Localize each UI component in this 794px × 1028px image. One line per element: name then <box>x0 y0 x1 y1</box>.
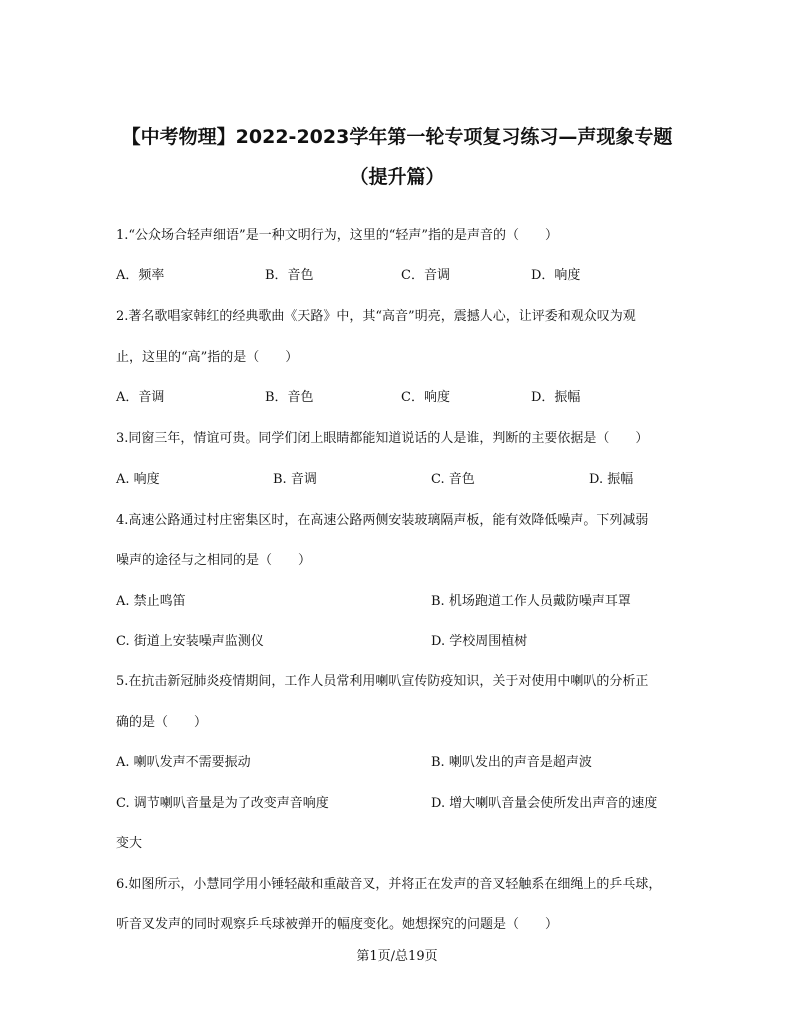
question-4-option-d: D. 学校周围植树 <box>431 634 528 649</box>
question-5-option-c: C. 调节喇叭音量是为了改变声音响度 <box>116 796 329 811</box>
question-2-option-b: B．音色 <box>265 390 314 405</box>
question-3-stem: 3.同窗三年，情谊可贵。同学们闭上眼睛都能知道说话的人是谁，判断的主要依据是（ ） <box>116 431 649 446</box>
question-1-stem: 1.“公众场合轻声细语”是一种文明行为，这里的“轻声”指的是声音的（ ） <box>116 228 558 243</box>
question-4-stem-line-2: 噪声的途径与之相同的是（ ） <box>116 553 312 568</box>
question-5-stem-line-2: 确的是（ ） <box>116 715 208 730</box>
question-2-stem-line-1: 2.著名歌唱家韩红的经典歌曲《天路》中，其“高音”明亮，震撼人心，让评委和观众叹为观 <box>116 309 636 324</box>
question-3-option-c: C. 音色 <box>431 472 475 487</box>
question-5-option-d-continuation: 变大 <box>116 836 143 851</box>
question-3-option-d: D. 振幅 <box>589 472 634 487</box>
question-2-option-c: C．响度 <box>401 390 450 405</box>
document-subtitle: （提升篇） <box>349 166 445 188</box>
page-number: 第1页/总19页 <box>356 949 438 964</box>
question-3-option-b: B. 音调 <box>273 472 317 487</box>
question-5-option-a: A. 喇叭发声不需要振动 <box>116 755 251 770</box>
question-3-option-a: A. 响度 <box>116 472 160 487</box>
question-6-stem-line-2: 听音叉发声的同时观察乒乓球被弹开的幅度变化。她想探究的问题是（ ） <box>116 917 559 932</box>
question-2-option-d: D．振幅 <box>531 390 581 405</box>
question-1-option-a: A．频率 <box>116 268 165 283</box>
question-1-option-b: B．音色 <box>265 268 314 283</box>
question-1-option-c: C．音调 <box>401 268 450 283</box>
question-1-option-d: D．响度 <box>531 268 581 283</box>
question-4-option-c: C. 街道上安装噪声监测仪 <box>116 634 264 649</box>
question-5-option-b: B. 喇叭发出的声音是超声波 <box>431 755 592 770</box>
question-4-option-b: B. 机场跑道工作人员戴防噪声耳罩 <box>431 594 631 609</box>
question-4-stem-line-1: 4.高速公路通过村庄密集区时，在高速公路两侧安装玻璃隔声板，能有效降低噪声。下列减弱 <box>116 513 649 528</box>
document-title: 【中考物理】2022-2023学年第一轮专项复习练习—声现象专题 <box>121 126 673 148</box>
question-2-stem-line-2: 止，这里的“高”指的是（ ） <box>116 350 299 365</box>
question-2-option-a: A．音调 <box>116 390 165 405</box>
question-5-stem-line-1: 5.在抗击新冠肺炎疫情期间，工作人员常利用喇叭宣传防疫知识，关于对使用中喇叭的分析正 <box>116 674 649 689</box>
question-5-option-d: D. 增大喇叭音量会使所发出声音的速度 <box>431 796 658 811</box>
question-6-stem-line-1: 6.如图所示，小慧同学用小锤轻敲和重敲音叉，并将正在发声的音叉轻触系在细绳上的乒乓球， <box>116 877 662 892</box>
question-4-option-a: A. 禁止鸣笛 <box>116 594 186 609</box>
